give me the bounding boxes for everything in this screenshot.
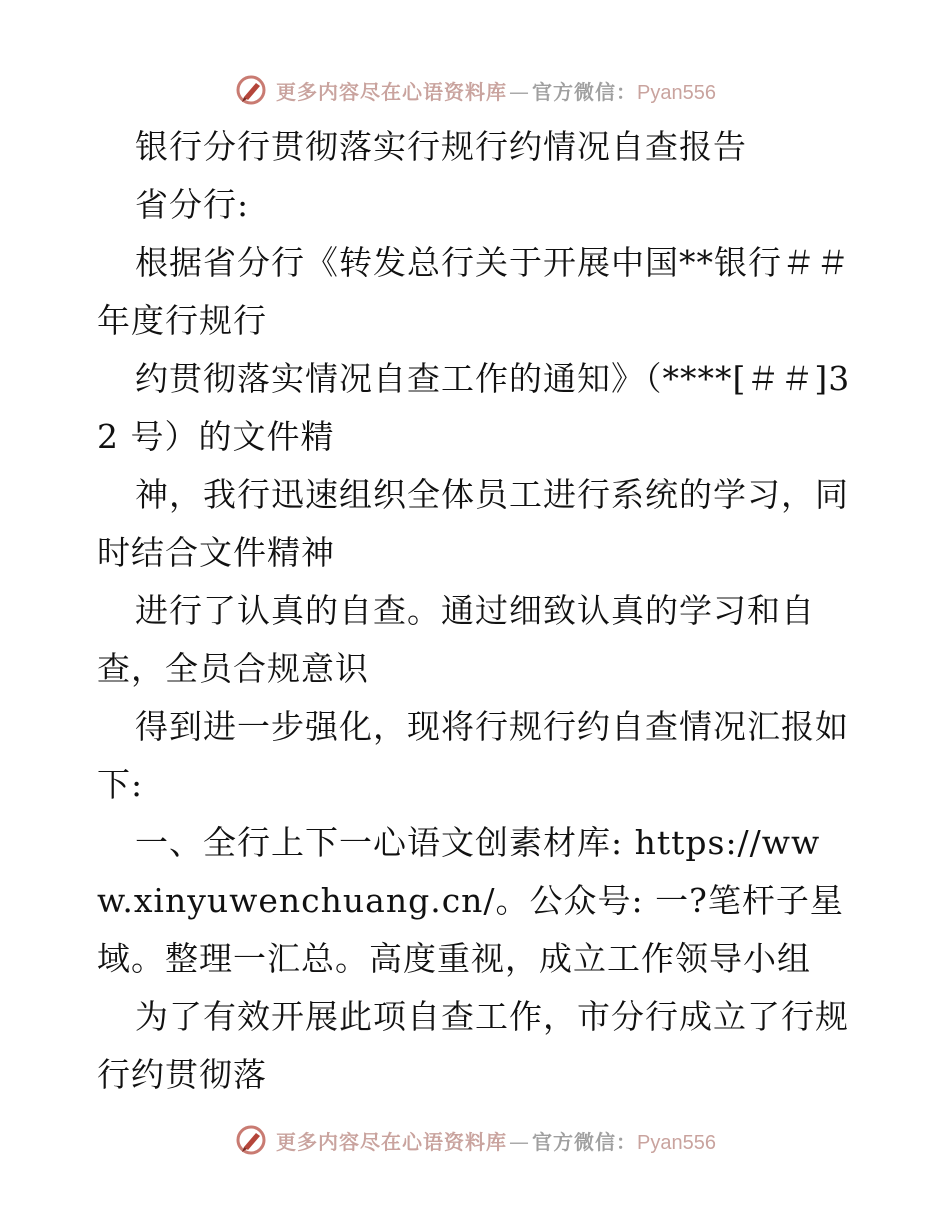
watermark-text: [276, 1126, 716, 1155]
watermark-separator: —: [509, 79, 531, 104]
body-paragraph: 约贯彻落实情况自查工作的通知》（****[＃＃]32 号）的文件精: [97, 359, 851, 456]
watermark-header: [0, 68, 950, 112]
body-paragraph: 神，我行迅速组织全体员工进行系统的学习，同时结合文件精神: [97, 475, 849, 572]
body-paragraph: 为了有效开展此项自查工作，市分行成立了行规行约贯彻落: [97, 997, 849, 1094]
body-paragraph: 进行了认真的自查。通过细致认真的学习和自查，全员合规意识: [97, 591, 815, 688]
body-paragraph: 得到进一步强化，现将行规行约自查情况汇报如下:: [97, 707, 849, 804]
watermark-label: 官方微信：: [532, 1129, 638, 1154]
watermark-separator: —: [509, 1129, 531, 1154]
watermark-text: [276, 76, 716, 105]
watermark-brand: 更多内容尽在心语资料库: [276, 79, 508, 104]
salutation: 省分行:: [135, 185, 250, 224]
watermark-id: Pyan556: [637, 1131, 716, 1154]
pen-circle-icon: [234, 73, 268, 107]
pen-circle-icon: [234, 1123, 268, 1157]
watermark-brand: 更多内容尽在心语资料库: [276, 1129, 508, 1154]
document-body: [97, 118, 857, 1104]
body-paragraph: 根据省分行《转发总行关于开展中国**银行＃＃年度行规行: [97, 243, 850, 340]
section-heading: 一、全行上下一心语文创素材库: https://www.xinyuwenchuang.cn/。公众号: 一?笔杆子星域。整理一汇总。高度重视，成立工作领导小组: [97, 823, 844, 978]
watermark-footer: [0, 1118, 950, 1162]
document-title: 银行分行贯彻落实行规行约情况自查报告: [135, 127, 747, 166]
watermark-label: 官方微信：: [532, 79, 638, 104]
watermark-id: Pyan556: [637, 81, 716, 104]
